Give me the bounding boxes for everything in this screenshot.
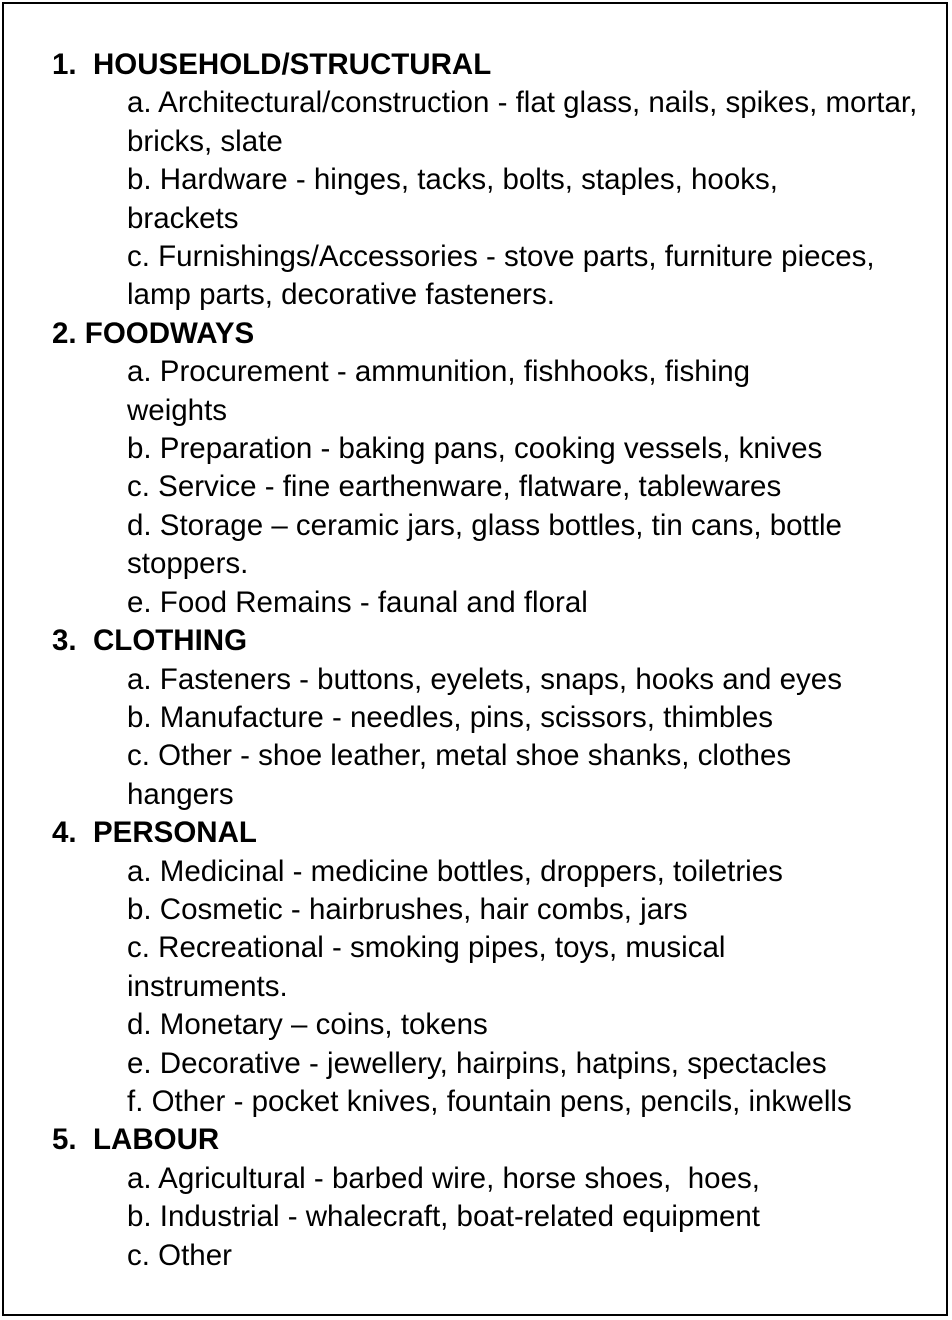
list-item: d. Storage – ceramic jars, glass bottles, tin cans, bottle stoppers. — [127, 508, 842, 581]
section-foodways — [52, 315, 950, 622]
section-clothing — [52, 622, 950, 814]
list-item: a. Procurement - ammunition, fishhooks, fishing weights — [127, 355, 751, 427]
list-item: e. Food Remains - faunal and floral — [127, 585, 588, 619]
document-frame — [2, 2, 948, 1316]
list-item: c. Furnishings/Accessories - stove parts, furniture pieces, lamp parts, decorative fasteners. — [127, 240, 875, 312]
list-item: a. Agricultural - barbed wire, horse shoes, hoes, — [127, 1161, 760, 1195]
list-item: b. Manufacture - needles, pins, scissors, thimbles — [127, 700, 774, 734]
list-item: c. Recreational - smoking pipes, toys, musical instruments. — [127, 931, 726, 1003]
list-item: b. Industrial - whalecraft, boat-related equipment — [127, 1200, 760, 1234]
section-heading: 2. FOODWAYS — [52, 316, 255, 350]
list-item: b. Cosmetic - hairbrushes, hair combs, jars — [127, 892, 688, 926]
section-heading: 3. CLOTHING — [52, 624, 248, 658]
artifact-classification-list — [52, 46, 950, 1275]
list-item: e. Decorative - jewellery, hairpins, hatpins, spectacles — [127, 1046, 827, 1080]
list-item: b. Preparation - baking pans, cooking vessels, knives — [127, 432, 823, 466]
section-household-structural — [52, 46, 950, 315]
list-item: b. Hardware - hinges, tacks, bolts, staples, hooks, brackets — [127, 163, 778, 235]
section-labour — [52, 1121, 950, 1275]
list-item: f. Other - pocket knives, fountain pens, pencils, inkwells — [127, 1084, 852, 1118]
section-heading: 1. HOUSEHOLD/STRUCTURAL — [52, 48, 492, 81]
list-item: c. Other - shoe leather, metal shoe shanks, clothes hangers — [127, 739, 792, 811]
section-heading: 4. PERSONAL — [52, 816, 257, 850]
list-item: c. Service - fine earthenware, flatware, tablewares — [127, 470, 782, 504]
section-heading: 5. LABOUR — [52, 1123, 220, 1157]
list-item: a. Medicinal - medicine bottles, droppers, toiletries — [127, 854, 783, 888]
list-item: d. Monetary – coins, tokens — [127, 1008, 488, 1042]
section-personal — [52, 814, 950, 1121]
list-item: a. Fasteners - buttons, eyelets, snaps, hooks and eyes — [127, 662, 842, 696]
list-item: a. Architectural/construction - flat glass, nails, spikes, mortar, bricks, slate — [127, 86, 918, 158]
list-item: c. Other — [127, 1238, 232, 1272]
